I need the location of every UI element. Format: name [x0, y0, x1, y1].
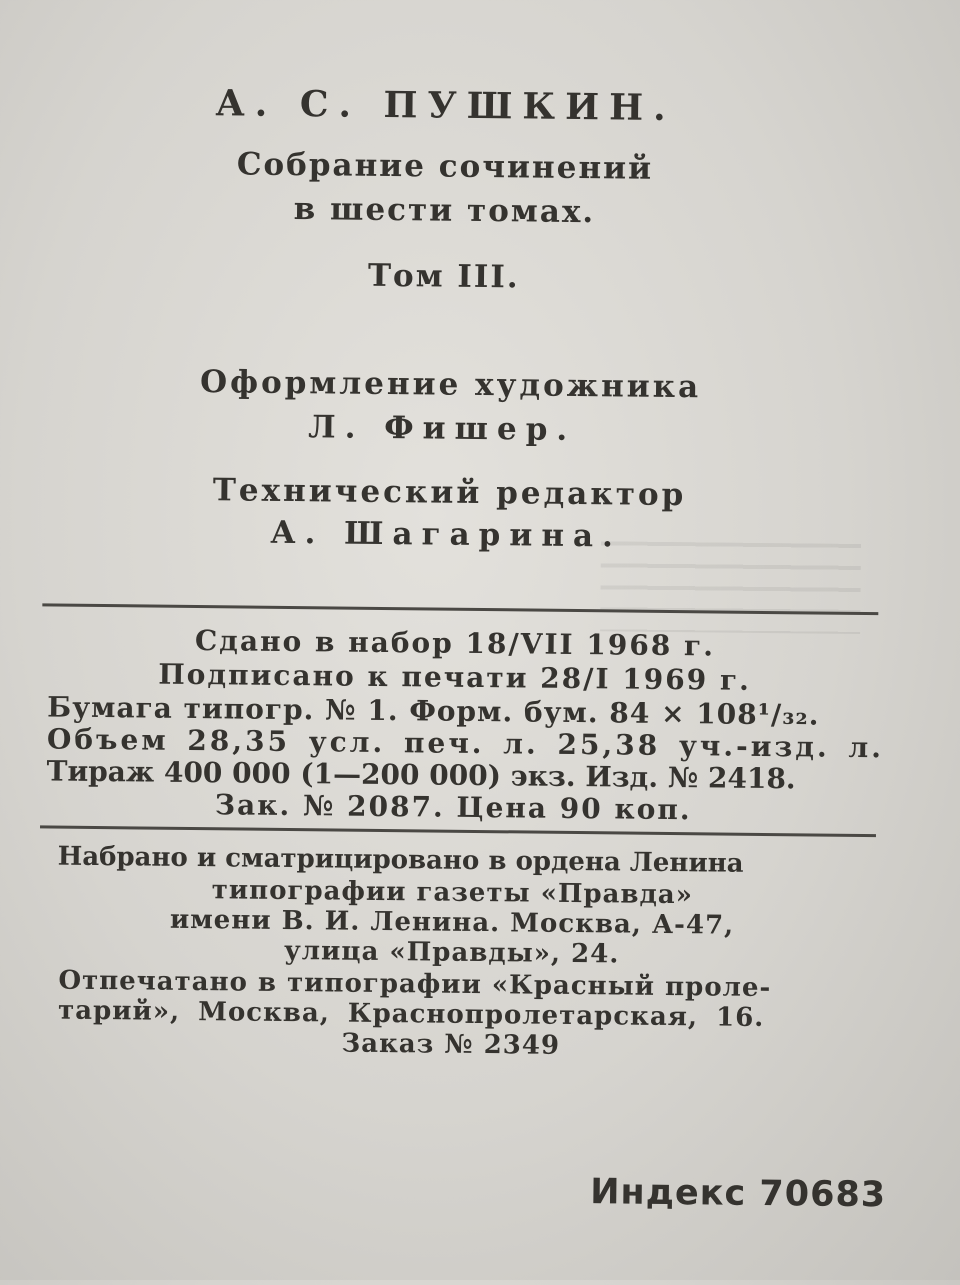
printing-line: тарий», Москва, Краснопролетарская, 16.	[57, 995, 765, 1033]
print-info-line: Тираж 400 000 (1—200 000) экз. Изд. № 2418.	[46, 754, 796, 796]
show-through-text	[600, 541, 861, 634]
tech-editor-label: Технический редактор	[212, 472, 687, 514]
printing-line: Заказ № 2349	[341, 1028, 561, 1061]
author-name: А. С. ПУШКИН.	[215, 82, 676, 130]
typesetting-line: улица «Правды», 24.	[283, 935, 620, 970]
volume-number: Том III.	[367, 257, 520, 296]
design-label: Оформление художника	[199, 364, 702, 406]
typesetting-line: имени В. И. Ленина. Москва, А-47,	[169, 904, 735, 941]
print-info-line: Сдано в набор 18/VII 1968 г.	[194, 624, 716, 663]
print-info-line: Бумага типогр. № 1. Форм. бум. 84 × 108¹/₃₂.	[47, 690, 820, 732]
typesetting-line: типографии газеты «Правда»	[211, 875, 694, 911]
print-info-line: Подписано к печати 28/I 1969 г.	[158, 657, 752, 697]
index-number: Индекс 70683	[590, 1172, 887, 1216]
divider-middle	[40, 825, 876, 837]
design-name: Л. Фишер.	[308, 409, 577, 448]
typesetting-line: Набрано и сматрицировано в ордена Ленина	[57, 841, 744, 879]
collection-title: Собрание сочинений	[236, 146, 654, 187]
tech-editor-name: А. Шагарина.	[270, 514, 623, 555]
print-info-line: Зак. № 2087. Цена 90 коп.	[214, 788, 692, 827]
collection-subtitle: в шести томах.	[293, 191, 596, 231]
printing-line: Отпечатано в типографии «Красный проле-	[58, 965, 772, 1004]
print-info-line: Объем 28,35 усл. печ. л. 25,38 уч.-изд. л.	[46, 722, 885, 765]
